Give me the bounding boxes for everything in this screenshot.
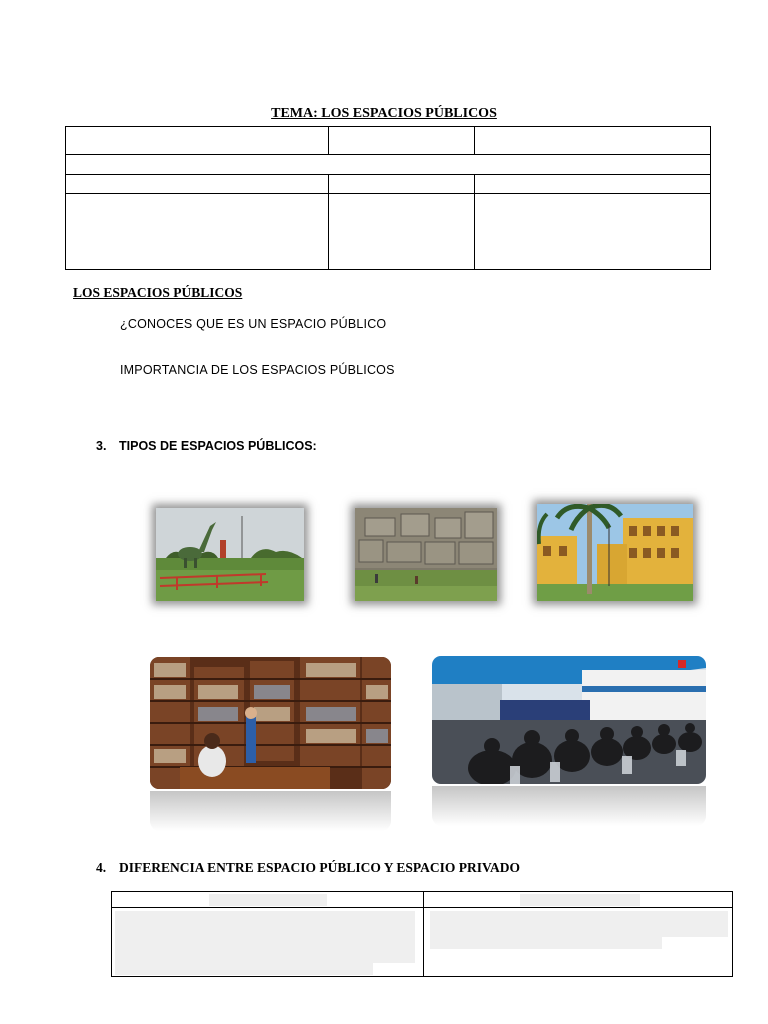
library-bookshelves-photo bbox=[150, 657, 391, 789]
header-cell bbox=[66, 127, 329, 155]
public-space-content-cell bbox=[112, 908, 424, 977]
item-4-number: 4. bbox=[96, 860, 107, 875]
plaza-yellow-buildings-photo bbox=[537, 504, 693, 601]
header-cell bbox=[66, 194, 329, 270]
public-space-header-cell bbox=[112, 892, 424, 908]
park-dinosaur-topiary-photo bbox=[156, 508, 304, 601]
header-cell bbox=[329, 127, 475, 155]
question-importance: IMPORTANCIA DE LOS ESPACIOS PÚBLICOS bbox=[120, 363, 395, 377]
redacted-header bbox=[520, 894, 640, 906]
public-event-crowd-photo bbox=[432, 656, 706, 784]
header-cell bbox=[329, 194, 475, 270]
header-info-table bbox=[65, 126, 711, 270]
section-heading: LOS ESPACIOS PÚBLICOS bbox=[73, 285, 243, 300]
redacted-text bbox=[430, 911, 728, 937]
private-space-content-cell bbox=[424, 908, 733, 977]
item-3-number: 3. bbox=[96, 439, 107, 453]
redacted-header bbox=[209, 894, 327, 906]
question-what-is-public-space: ¿CONOCES QUE ES UN ESPACIO PÚBLICO bbox=[120, 317, 387, 331]
header-cell bbox=[66, 175, 329, 194]
header-cell bbox=[329, 175, 475, 194]
header-cell bbox=[66, 155, 711, 175]
header-cell bbox=[475, 194, 711, 270]
redacted-text bbox=[430, 937, 662, 949]
stone-ruins-photo bbox=[355, 508, 497, 601]
redacted-text bbox=[115, 911, 415, 963]
header-cell bbox=[475, 127, 711, 155]
redacted-text bbox=[115, 963, 373, 975]
library-photo-reflection bbox=[150, 791, 391, 831]
comparison-table bbox=[111, 891, 733, 977]
item-3-label: TIPOS DE ESPACIOS PÚBLICOS: bbox=[119, 439, 317, 453]
event-photo-reflection bbox=[432, 786, 706, 826]
page-title: TEMA: LOS ESPACIOS PÚBLICOS bbox=[271, 106, 497, 121]
item-4-label: DIFERENCIA ENTRE ESPACIO PÚBLICO Y ESPACIO PRIVADO bbox=[119, 860, 521, 875]
private-space-header-cell bbox=[424, 892, 733, 908]
header-cell bbox=[475, 175, 711, 194]
